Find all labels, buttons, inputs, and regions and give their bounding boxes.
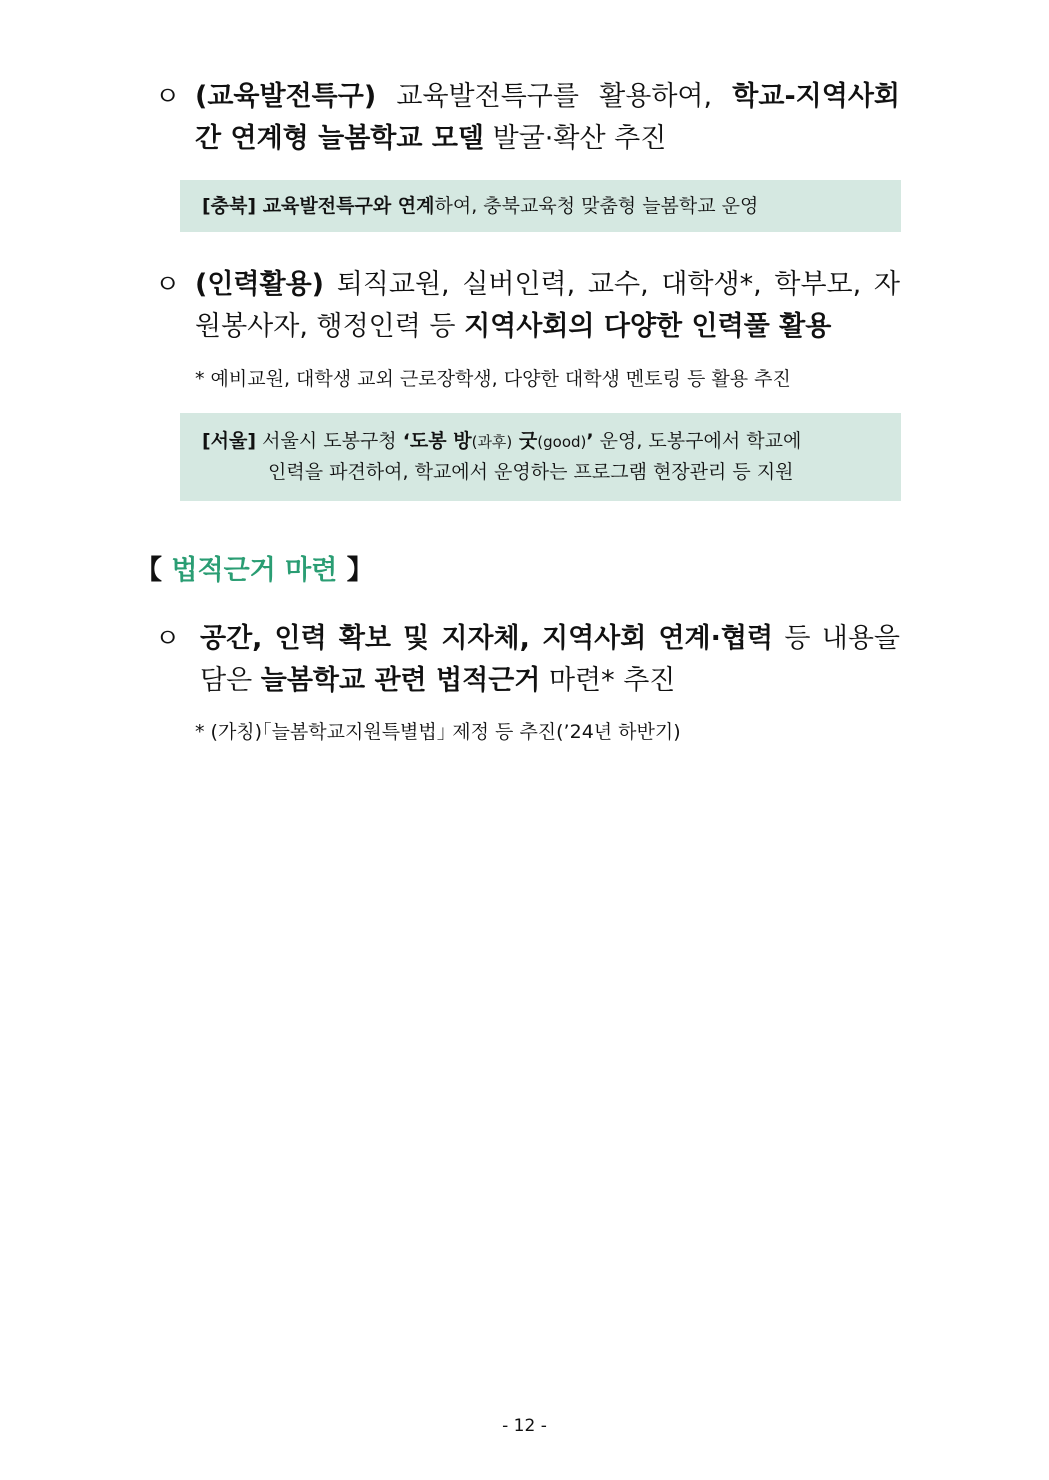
bullet-text: (교육발전특구) 교육발전특구를 활용하여, 학교-지역사회 간 연계형 늘봄학교 모델 발굴·확산 추진 [195, 81, 900, 154]
bullet-text: (인력활용) 퇴직교원, 실버인력, 교수, 대학생*, 학부모, 자원봉사자, 행정인력 등 지역사회의 다양한 인력풀 활용 [195, 269, 900, 342]
bullet-marker: ㅇ [155, 82, 181, 112]
example-box-seoul [180, 413, 901, 501]
bullet-marker: ㅇ [155, 624, 181, 654]
bullet-text: 공간, 인력 확보 및 지자체, 지역사회 연계·협력 등 내용을 담은 늘봄학교 관련 법적근거 마련* 추진 [200, 623, 900, 696]
box-label: [서울] [202, 430, 257, 452]
bullet-marker: ㅇ [155, 270, 181, 300]
item-label: (교육발전특구) [195, 81, 377, 112]
bullet-item-manpower [155, 264, 900, 348]
example-box-chungbuk: [충북] 교육발전특구와 연계하여, 충북교육청 맞춤형 늘봄학교 운영 [180, 180, 901, 232]
footnote-legal-basis: * (가칭)｢늘봄학교지원특별법｣ 제정 등 추진(’24년 하반기) [195, 721, 681, 743]
page-number: - 12 - [502, 1416, 547, 1436]
section-heading: 【 법적근거 마련 】 [135, 555, 374, 586]
item-label: (인력활용) [195, 269, 325, 300]
bullet-item-legal-basis [155, 618, 900, 702]
bullet-item-education-zone [155, 76, 900, 160]
box-line-1: [서울] 서울시 도봉구청 ‘도봉 방(과후) 굿(good)’ 운영, 도봉구에서 학교에 [202, 430, 802, 452]
section-title: 법적근거 마련 [171, 555, 338, 586]
footnote-manpower: * 예비교원, 대학생 교외 근로장학생, 다양한 대학생 멘토링 등 활용 추진 [195, 368, 791, 390]
box-line-2: 인력을 파견하여, 학교에서 운영하는 프로그램 현장관리 등 지원 [268, 461, 794, 483]
box-label: [충북] [202, 195, 257, 217]
